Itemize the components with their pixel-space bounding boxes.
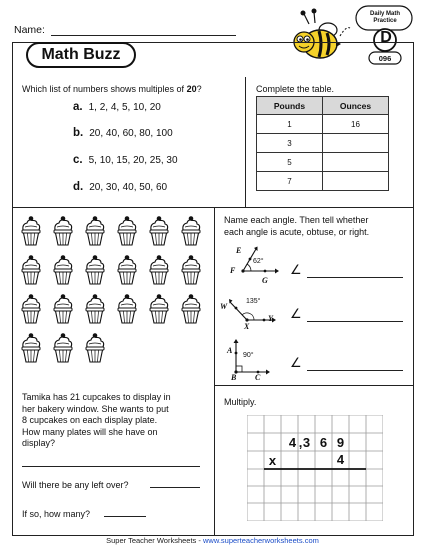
q1-question-number: 20 — [186, 84, 197, 94]
q4-prompt-line: each angle is acute, obtuse, or right. — [224, 226, 370, 237]
q3-line: her bakery window. She wants to put — [22, 403, 169, 414]
table-row — [257, 115, 389, 134]
option-text: 1, 2, 4, 5, 10, 20 — [88, 102, 161, 113]
footer — [0, 536, 425, 545]
q1-option-a[interactable] — [73, 101, 161, 113]
q1-option-b[interactable] — [73, 127, 173, 139]
q3-line: display? — [22, 438, 56, 448]
angle-symbol: ∠ — [290, 355, 302, 370]
q3-word-problem — [22, 392, 171, 450]
angle-answer-line[interactable] — [307, 370, 403, 371]
divider-right-lower — [214, 385, 414, 386]
badge-label — [357, 11, 413, 24]
badge-line2: Practice — [373, 17, 397, 24]
angle-measure-wxy: 135° — [246, 298, 261, 305]
footer-link[interactable]: www.superteacherworksheets.com — [202, 536, 319, 545]
angle-label-e: E — [236, 246, 242, 255]
angle-label-y: Y — [268, 314, 273, 323]
q1-option-c[interactable] — [73, 154, 178, 166]
divider-row1 — [12, 207, 414, 208]
cupcake-icon — [84, 255, 106, 285]
table-cell-pounds: 5 — [257, 153, 323, 172]
table-header-row — [257, 97, 389, 115]
table-row — [257, 153, 389, 172]
table-cell-pounds: 1 — [257, 115, 323, 134]
cupcake-icon — [116, 294, 138, 324]
option-letter: d. — [73, 181, 84, 193]
option-letter: c. — [73, 154, 83, 166]
multiplier-digit: 4 — [336, 452, 345, 467]
multiplicand-digit: 4 — [288, 435, 297, 450]
badge-letter: D — [380, 29, 392, 46]
angle-label-f: F — [230, 266, 236, 275]
option-text: 20, 40, 60, 80, 100 — [89, 128, 173, 139]
cupcake-icon — [52, 216, 74, 246]
cupcake-icon — [180, 294, 202, 324]
q4-prompt-line: Name each angle. Then tell whether — [224, 215, 369, 225]
q3-line: 8 cupcakes on each display plate. — [22, 415, 158, 425]
badge-line1: Daily Math — [369, 11, 400, 17]
angle-measure-efg: 62° — [253, 258, 264, 265]
name-row — [14, 24, 236, 36]
angle-symbol: ∠ — [290, 262, 302, 277]
conversion-table — [256, 96, 389, 191]
angle-label-a: A — [227, 346, 233, 355]
cupcake-icon — [52, 333, 74, 363]
badge-number: 096 — [378, 54, 392, 63]
thousands-comma: , — [298, 435, 303, 450]
q4-prompt — [224, 215, 369, 238]
angle-answer-line[interactable] — [307, 277, 403, 278]
cupcake-icon — [84, 333, 106, 363]
leftover-question-text: Will there be any left over? — [22, 480, 129, 490]
page-title: Math Buzz — [26, 42, 136, 68]
q3-howmany-line[interactable] — [104, 516, 146, 517]
grid-lines — [247, 415, 383, 521]
multiplicand-digit: 9 — [336, 435, 345, 450]
q1-question-mark: ? — [196, 84, 202, 94]
angle-label-w: W — [220, 302, 228, 311]
cupcake-icon — [116, 255, 138, 285]
cupcake-icon — [148, 294, 170, 324]
table-header-pounds: Pounds — [257, 97, 323, 115]
cupcake-icon — [52, 255, 74, 285]
table-cell-ounces-answer[interactable] — [322, 172, 388, 191]
q3-leftover-question — [22, 479, 129, 491]
q5-prompt: Multiply. — [224, 397, 257, 407]
cupcake-icon — [84, 216, 106, 246]
angle-label-x: X — [244, 322, 250, 331]
cupcake-icon — [148, 216, 170, 246]
cupcake-icon — [52, 294, 74, 324]
table-cell-ounces-answer[interactable] — [322, 134, 388, 153]
cupcake-icon — [20, 216, 42, 246]
table-row — [257, 134, 389, 153]
divider-bottom-vertical — [214, 207, 215, 536]
cupcake-icon — [20, 255, 42, 285]
option-text: 20, 30, 40, 50, 60 — [89, 182, 168, 193]
option-letter: b. — [73, 127, 84, 139]
multiply-sign: x — [268, 453, 277, 468]
cupcake-icon — [20, 333, 42, 363]
angle-label-c: C — [255, 373, 261, 382]
q1-question — [22, 83, 202, 95]
divider-top-vertical — [245, 77, 246, 207]
cupcake-icon — [20, 294, 42, 324]
q3-line: Tamika has 21 cupcakes to display in — [22, 392, 171, 402]
cupcake-icon — [180, 255, 202, 285]
q3-line: How many plates will she have on — [22, 426, 158, 437]
option-letter: a. — [73, 101, 83, 113]
table-cell-pounds: 3 — [257, 134, 323, 153]
name-field[interactable] — [51, 26, 236, 36]
option-text: 5, 10, 15, 20, 25, 30 — [88, 155, 178, 166]
cupcake-icon — [180, 216, 202, 246]
table-cell-ounces: 16 — [322, 115, 388, 134]
multiplicand-digit: 6 — [319, 435, 328, 450]
angle-symbol: ∠ — [290, 306, 302, 321]
angle-label-b: B — [231, 373, 237, 382]
multiplicand-digit: 3 — [302, 435, 311, 450]
q1-question-text: Which list of numbers shows multiples of — [22, 84, 187, 94]
angle-measure-abc: 90° — [243, 352, 254, 359]
footer-text: Super Teacher Worksheets - — [106, 536, 203, 545]
q3-answer-line[interactable] — [22, 466, 200, 467]
angle-label-g: G — [262, 276, 268, 285]
cupcake-icon — [84, 294, 106, 324]
q1-option-d[interactable] — [73, 181, 167, 193]
q3-howmany-question — [22, 508, 90, 520]
table-row — [257, 172, 389, 191]
howmany-question-text: If so, how many? — [22, 509, 91, 519]
table-header-ounces: Ounces — [322, 97, 388, 115]
name-label: Name: — [14, 24, 45, 36]
table-cell-ounces-answer[interactable] — [322, 153, 388, 172]
table-cell-pounds: 7 — [257, 172, 323, 191]
q2-prompt: Complete the table. — [256, 84, 335, 94]
q3-leftover-line[interactable] — [150, 487, 200, 488]
cupcake-icon — [148, 255, 170, 285]
cupcake-icon — [116, 216, 138, 246]
angle-answer-line[interactable] — [307, 321, 403, 322]
